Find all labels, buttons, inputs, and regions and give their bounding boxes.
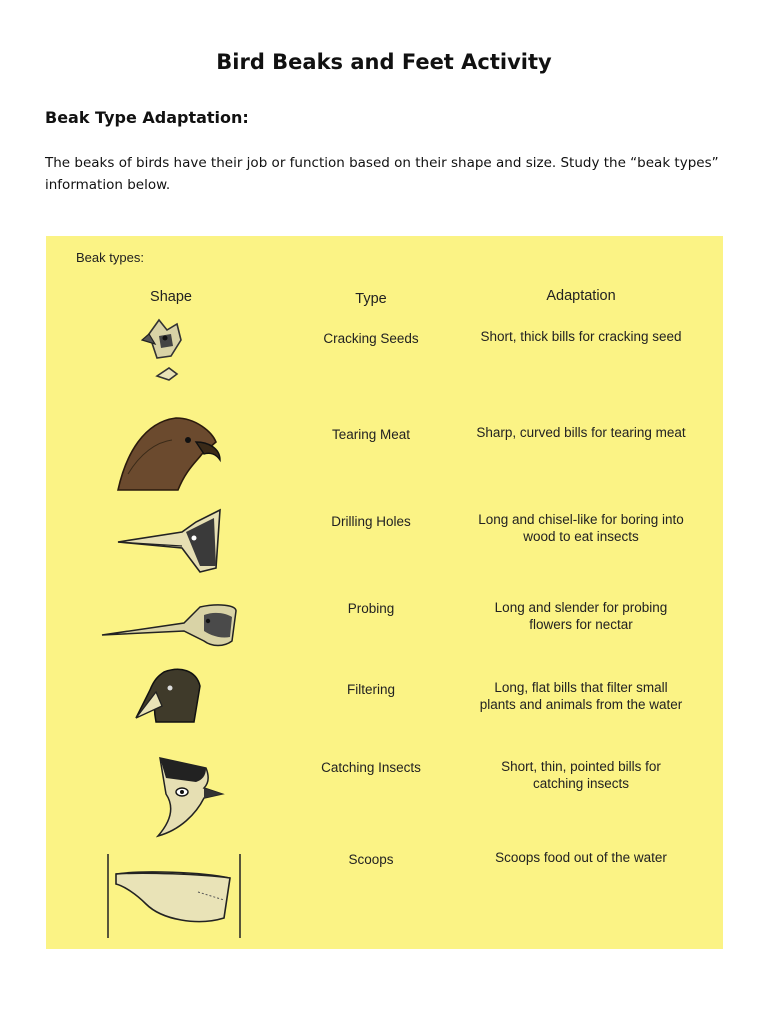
cardinal-beak-icon bbox=[141, 316, 201, 396]
adaptation-probing: Long and slender for probing flowers for nectar bbox=[494, 600, 668, 632]
column-header-shape: Shape bbox=[150, 289, 192, 305]
type-catching-insects: Catching Insects bbox=[321, 760, 421, 775]
type-drilling-holes: Drilling Holes bbox=[331, 514, 411, 529]
warbler-beak-icon bbox=[156, 754, 226, 840]
type-filtering: Filtering bbox=[346, 682, 395, 697]
adaptation-drilling-holes: Long and chisel-like for boring into wood to eat insects bbox=[478, 512, 684, 544]
adaptation-filtering: Long, flat bills that filter small plants and animals from the water bbox=[479, 680, 683, 712]
adaptation-tearing-meat: Sharp, curved bills for tearing meat bbox=[476, 425, 686, 440]
sheet-label: Beak types: bbox=[76, 250, 144, 265]
type-cracking-seeds: Cracking Seeds bbox=[323, 331, 419, 346]
adaptation-cracking-seeds: Short, thick bills for cracking seed bbox=[480, 329, 682, 344]
type-probing: Probing bbox=[347, 601, 395, 616]
type-tearing-meat: Tearing Meat bbox=[331, 427, 411, 442]
eagle-beak-icon bbox=[116, 414, 226, 494]
adaptation-scoops: Scoops food out of the water bbox=[495, 850, 667, 865]
beak-types-sheet bbox=[46, 236, 723, 949]
pelican-beak-icon bbox=[102, 852, 246, 942]
adaptation-catching-insects: Short, thin, pointed bills for catching insects bbox=[501, 759, 661, 791]
column-header-type: Type bbox=[355, 291, 387, 307]
woodpecker-beak-icon bbox=[116, 508, 226, 578]
type-scoops: Scoops bbox=[348, 852, 394, 867]
intro-paragraph: The beaks of birds have their job or function based on their shape and size. Study the “beak types” information below. bbox=[45, 155, 719, 193]
section-heading: Beak Type Adaptation: bbox=[45, 108, 249, 127]
hummingbird-beak-icon bbox=[100, 601, 240, 651]
page-title: Bird Beaks and Feet Activity bbox=[216, 50, 552, 74]
duck-beak-icon bbox=[134, 666, 214, 726]
column-header-adaptation: Adaptation bbox=[546, 288, 616, 304]
